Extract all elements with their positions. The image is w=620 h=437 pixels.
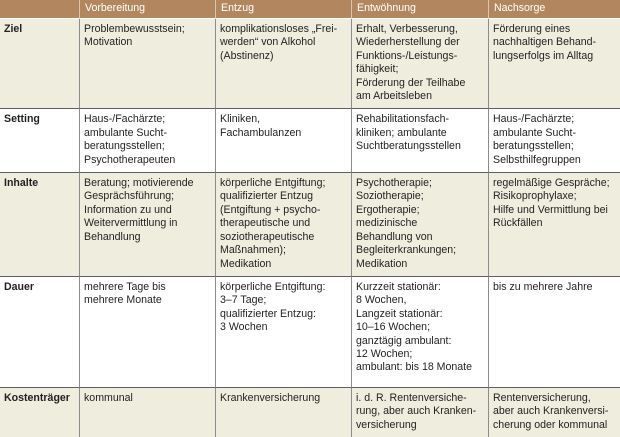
- header-nachsorge: Nachsorge: [488, 0, 620, 19]
- cell-line: Krankenversicherung: [220, 391, 321, 404]
- cell-line: qualifizierter Entzug: [220, 190, 314, 203]
- cell-line: cherung oder kommunal: [493, 418, 608, 431]
- cell-line: beratungsstellen;: [493, 140, 574, 153]
- cell-line: soziotherapeutische: [220, 230, 315, 243]
- cell-kostentraeger-nachsorge: [488, 388, 620, 437]
- cell-line: Fachambulanzen: [220, 126, 302, 139]
- table-row-inhalte: [0, 173, 620, 277]
- cell-line: (Abstinenz): [220, 49, 274, 62]
- cell-ziel-entzug: [215, 19, 351, 109]
- cell-line: Erhalt, Verbesserung,: [356, 23, 458, 35]
- cell-line: Rückfällen: [493, 217, 543, 230]
- cell-line: Kurzzeit stationär:: [356, 280, 441, 293]
- cell-line: aber auch Krankenversi-: [493, 405, 609, 418]
- row-label-setting: Setting: [0, 109, 79, 173]
- table-row-kostentraeger: [0, 388, 620, 437]
- cell-line: komplikationsloses „Frei-: [220, 23, 338, 35]
- cell-line: (Entgiftung + psycho-: [220, 203, 321, 216]
- cell-line: Weitervermittlung in: [84, 217, 178, 230]
- cell-line: Medikation: [220, 257, 272, 270]
- cell-line: Behandlung: [84, 230, 141, 243]
- header-entwoehnung: Entwöhnung: [351, 0, 488, 19]
- cell-line: ambulante Sucht-: [493, 126, 577, 139]
- cell-kostentraeger-vorbereitung: [79, 388, 215, 437]
- cell-line: Medikation: [356, 257, 408, 270]
- table-row-setting: [0, 109, 620, 173]
- cell-line: Begleiterkrankungen;: [356, 244, 457, 257]
- cell-line: ambulant: bis 18 Monate: [356, 361, 473, 374]
- cell-line: Förderung eines: [493, 23, 571, 35]
- cell-line: i. d. R. Rentenversiche-: [356, 391, 467, 404]
- cell-line: qualifizierter Entzug:: [220, 307, 316, 320]
- cell-line: körperliche Entgiftung:: [220, 280, 326, 293]
- cell-dauer-nachsorge: [488, 277, 620, 388]
- cell-ziel-vorbereitung: [79, 19, 215, 109]
- cell-line: mehrere Tage bis: [84, 280, 166, 293]
- cell-line: regelmäßige Gespräche;: [493, 177, 610, 190]
- table-row-dauer: [0, 277, 620, 388]
- cell-line: 12 Wochen;: [356, 347, 413, 360]
- cell-line: Wiederherstellung der: [356, 36, 460, 49]
- cell-line: Haus-/Fachärzte;: [84, 113, 166, 126]
- cell-line: Haus-/Fachärzte;: [493, 113, 575, 126]
- cell-inhalte-nachsorge: [488, 173, 620, 277]
- cell-line: Förderung der Teilhabe: [356, 76, 466, 89]
- cell-line: Ergotherapie;: [356, 203, 420, 216]
- cell-line: am Arbeitsleben: [356, 90, 432, 103]
- cell-line: beratungsstellen;: [84, 140, 165, 153]
- cell-line: werden“ von Alkohol: [220, 36, 316, 49]
- cell-dauer-entzug: [215, 277, 351, 388]
- header-entzug: Entzug: [215, 0, 351, 19]
- cell-line: ambulante Sucht-: [84, 126, 168, 139]
- cell-line: Beratung; motivierende: [84, 177, 194, 190]
- row-label-kostentraeger: Kostenträger: [0, 388, 79, 437]
- cell-line: Rentenversicherung,: [493, 391, 591, 404]
- cell-setting-entzug: [215, 109, 351, 173]
- cell-line: lungserfolgs im Alltag: [493, 49, 594, 62]
- cell-line: Gesprächsführung;: [84, 190, 175, 203]
- cell-line: Motivation: [84, 36, 133, 49]
- row-label-dauer: Dauer: [0, 277, 79, 388]
- cell-line: Rehabilitationsfach-: [356, 113, 450, 126]
- cell-line: kommunal: [84, 391, 133, 404]
- cell-setting-vorbereitung: [79, 109, 215, 173]
- cell-line: rung, aber auch Kranken-: [356, 405, 477, 418]
- cell-line: Soziotherapie;: [356, 190, 424, 203]
- cell-dauer-entwoehnung: [351, 277, 488, 388]
- cell-line: Selbsthilfegruppen: [493, 153, 581, 166]
- cell-kostentraeger-entwoehnung: [351, 388, 488, 437]
- cell-line: nachhaltigen Behand-: [493, 36, 597, 49]
- cell-setting-nachsorge: [488, 109, 620, 173]
- cell-line: Behandlung von: [356, 230, 433, 243]
- cell-ziel-nachsorge: [488, 19, 620, 109]
- cell-line: versicherung: [356, 418, 417, 431]
- cell-inhalte-entzug: [215, 173, 351, 277]
- cell-line: Problembewusstsein;: [84, 23, 185, 35]
- cell-line: fähigkeit;: [356, 63, 399, 76]
- cell-inhalte-vorbereitung: [79, 173, 215, 277]
- table-row-ziel: [0, 19, 620, 109]
- header-corner: [0, 0, 79, 19]
- cell-line: medizinische: [356, 217, 418, 230]
- cell-line: 10–16 Wochen;: [356, 321, 431, 334]
- cell-line: Langzeit stationär:: [356, 307, 443, 320]
- cell-line: kliniken; ambulante: [356, 126, 447, 139]
- header-row: [0, 0, 620, 19]
- cell-line: Information zu und: [84, 203, 172, 216]
- cell-line: Risikoprophylaxe;: [493, 190, 577, 203]
- cell-kostentraeger-entzug: [215, 388, 351, 437]
- cell-line: therapeutische und: [220, 217, 311, 230]
- cell-line: Psychotherapeuten: [84, 153, 176, 166]
- cell-line: 8 Wochen,: [356, 294, 407, 307]
- cell-line: 3 Wochen: [220, 321, 268, 334]
- cell-line: Kliniken,: [220, 113, 261, 126]
- cell-line: bis zu mehrere Jahre: [493, 280, 593, 293]
- cell-line: Maßnahmen);: [220, 244, 286, 257]
- cell-line: Hilfe und Vermittlung bei: [493, 203, 608, 216]
- cell-line: Funktions-/Leistungs-: [356, 49, 458, 62]
- cell-line: mehrere Monate: [84, 294, 162, 307]
- row-label-ziel: Ziel: [0, 19, 79, 109]
- row-label-inhalte: Inhalte: [0, 173, 79, 277]
- cell-inhalte-entwoehnung: [351, 173, 488, 277]
- header-vorbereitung: Vorbereitung: [79, 0, 215, 19]
- cell-ziel-entwoehnung: [351, 19, 488, 109]
- cell-setting-entwoehnung: [351, 109, 488, 173]
- cell-line: 3–7 Tage;: [220, 294, 267, 307]
- cell-line: körperliche Entgiftung;: [220, 177, 326, 190]
- cell-dauer-vorbereitung: [79, 277, 215, 388]
- cell-line: Suchtberatungsstellen: [356, 140, 461, 153]
- cell-line: Psychotherapie;: [356, 177, 432, 190]
- cell-line: ganztägig ambulant:: [356, 334, 452, 347]
